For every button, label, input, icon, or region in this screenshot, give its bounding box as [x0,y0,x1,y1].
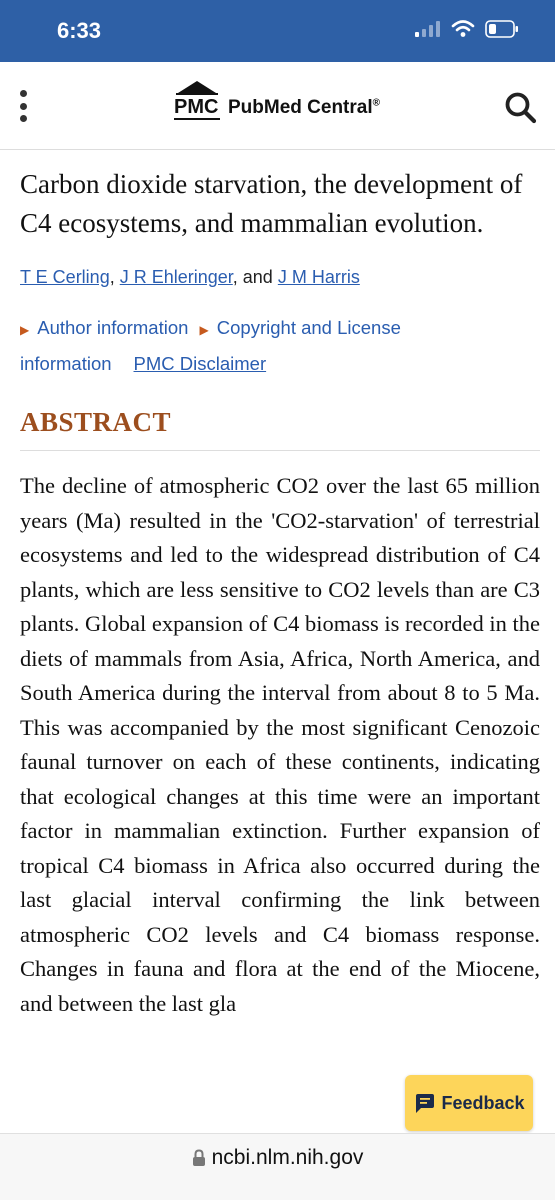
abstract-heading: ABSTRACT [20,407,540,451]
browser-address-bar[interactable] [0,1133,555,1200]
article-content [20,165,540,1021]
pmc-roof-icon [172,79,222,95]
pmc-abbr: PMC [174,96,219,118]
author-list: T E Cerling, J R Ehleringer, and J M Harris [20,267,360,287]
pmc-logo-mark [172,79,222,121]
wifi-icon [451,20,475,38]
pmc-disclaimer-link[interactable]: PMC Disclaimer [133,353,267,374]
feedback-message-icon [413,1092,435,1114]
status-bar [0,0,555,62]
address-field[interactable] [192,1146,364,1170]
author-link[interactable]: T E Cerling [20,267,110,287]
status-icons [415,20,519,38]
article-title: Carbon dioxide starvation, the development of C4 ecosystems, and mammalian evolution. [20,169,523,238]
battery-icon [485,20,519,38]
pmc-name: PubMed Central® [228,97,380,118]
copyright-license-toggle[interactable]: Copyright and License information [20,317,401,374]
abstract-text: The decline of atmospheric CO2 over the last 65 million years (Ma) resulted in the 'CO2-starvation' of terrestrial ecosystems and led to the widespread distribution of C4 plants, which are less sensitive to CO2 levels than are C3 plants. Global expansion of C4 biomass is recorded in the diets of mammals from Asia, Africa, North America, and South America during the interval from about 8 to 5 Ma. This was accompanied by the most significant Cenozoic faunal turnover on each of these continents, indicating that ecological changes at this time were an important factor in mammalian extinction. Further expansion of tropical C4 biomass in Africa also occurred during the last glacial interval confirming the link between atmospheric CO2 levels and C4 biomass response. Changes in fauna and flora at the end of the Miocene, and between the last gla [20,473,540,1016]
author-link[interactable]: J M Harris [277,267,360,287]
feedback-label: Feedback [441,1092,525,1113]
more-vertical-icon[interactable] [14,90,32,122]
site-header [0,62,555,150]
feedback-button[interactable] [405,1075,533,1131]
triangle-right-icon: ▶ [20,323,30,337]
author-link[interactable]: J R Ehleringer [119,267,233,287]
article-info-links [20,311,540,381]
search-icon[interactable] [503,90,539,126]
author-information-toggle[interactable]: Author information [37,317,189,338]
lock-icon [192,1149,206,1167]
pmc-logo[interactable] [172,79,380,121]
url-text: ncbi.nlm.nih.gov [211,1146,364,1169]
status-time: 6:33 [57,18,102,43]
triangle-right-icon: ▶ [199,323,209,337]
cellular-signal-icon [415,21,441,37]
